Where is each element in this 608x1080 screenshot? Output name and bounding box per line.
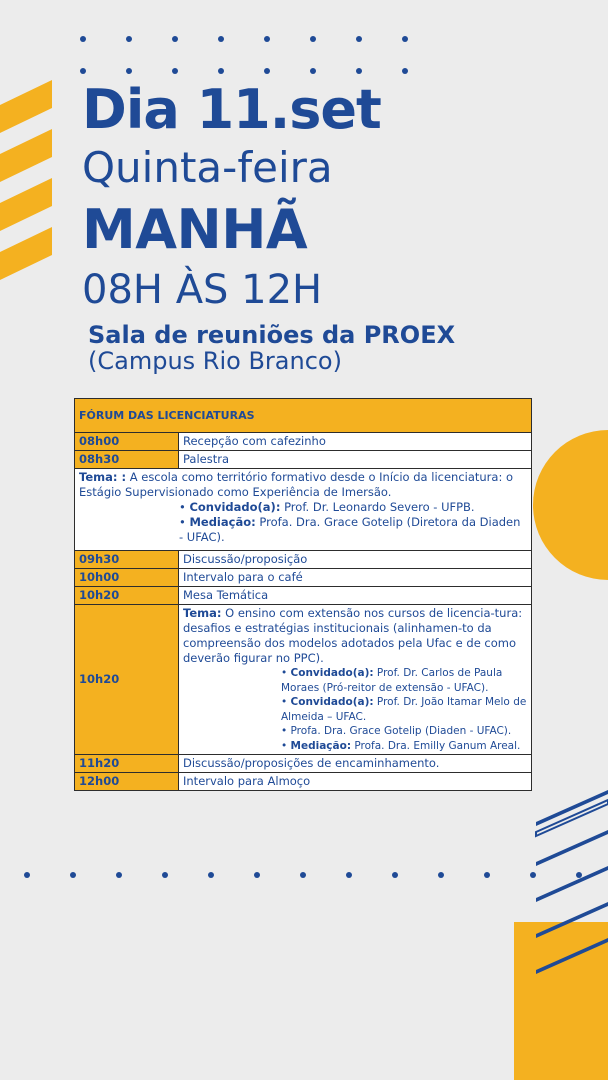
mediator-line: • Mediação: Profa. Dra. Emilly Ganum Areal. <box>281 739 521 752</box>
dot <box>208 872 214 878</box>
guest-line: • Convidado(a): Prof. Dr. Leonardo Severo - UFPB. <box>179 500 475 514</box>
yellow-stripe <box>0 178 52 231</box>
theme-label: Tema: : <box>79 470 127 484</box>
dot <box>80 68 86 74</box>
yellow-stripe <box>0 227 52 280</box>
dot <box>254 872 260 878</box>
dot <box>172 36 178 42</box>
table-row <box>75 451 532 469</box>
weekday-title: Quinta-feira <box>82 143 333 192</box>
theme-cell <box>75 469 532 551</box>
activity-cell: Palestra <box>179 451 532 469</box>
dot <box>310 68 316 74</box>
table-row <box>75 755 532 773</box>
guest-name: Profa. Dra. Grace Gotelip (Diaden - UFAC). <box>290 725 512 737</box>
theme-row <box>75 605 532 755</box>
guest-name: Prof. Dr. João Itamar Melo de Almeida – UFAC. <box>281 696 527 723</box>
dot <box>264 68 270 74</box>
guest-line: • Convidado(a): Prof. Dr. João Itamar Melo de Almeida – UFAC. <box>281 696 527 723</box>
theme-description: A escola como território formativo desde o Início da licenciatura: o Estágio Supervisionado como Experiência de Imersão. <box>79 470 514 499</box>
dot <box>172 68 178 74</box>
table-row <box>75 551 532 569</box>
venue-campus: (Campus Rio Branco) <box>88 347 342 375</box>
theme-description: O ensino com extensão nos cursos de licencia-tura: desafios e estratégias institucionais (alinhamen-to da compreensão dos modelos adotados pela Ufac e de como deverão figurar no PPC). <box>183 606 523 665</box>
dot <box>346 872 352 878</box>
dot <box>310 36 316 42</box>
activity-cell: Intervalo para Almoço <box>179 773 532 791</box>
dot <box>126 36 132 42</box>
period-title: MANHÃ <box>82 198 308 261</box>
guest-label: Convidado(a): <box>290 696 374 708</box>
theme-text <box>79 470 527 500</box>
dot <box>392 872 398 878</box>
dot <box>80 36 86 42</box>
dot <box>576 872 582 878</box>
dot <box>126 68 132 74</box>
dot <box>264 36 270 42</box>
time-cell: 10h20 <box>75 605 179 755</box>
table-row <box>75 569 532 587</box>
guest-label: Convidado(a): <box>189 500 281 514</box>
dot <box>218 68 224 74</box>
dot <box>24 872 30 878</box>
activity-cell: Recepção com cafezinho <box>179 433 532 451</box>
guest-name: Prof. Dr. Leonardo Severo - UFPB. <box>280 500 475 514</box>
mediator-name: Profa. Dra. Emilly Ganum Areal. <box>351 739 521 752</box>
activity-cell: Discussão/proposição <box>179 551 532 569</box>
hours-title: 08H ÀS 12H <box>82 267 323 313</box>
table-row <box>75 433 532 451</box>
dot <box>300 872 306 878</box>
blue-chevron-line <box>536 830 608 866</box>
dot <box>70 872 76 878</box>
schedule-table <box>74 398 532 791</box>
dot <box>116 872 122 878</box>
theme-cell <box>179 605 532 755</box>
yellow-half-circle <box>533 430 608 580</box>
time-cell: 08h30 <box>75 451 179 469</box>
day-title: Dia 11.set <box>82 78 381 141</box>
time-cell: 09h30 <box>75 551 179 569</box>
guest-line: • Profa. Dra. Grace Gotelip (Diaden - UFAC). <box>281 725 512 737</box>
mediator-line: • Mediação: Profa. Dra. Grace Gotelip (Diretora da Diaden - UFAC). <box>179 515 521 544</box>
theme-text <box>183 606 527 666</box>
guest-line: • Convidado(a): Prof. Dr. Carlos de Paula Moraes (Pró-reitor de extensão - UFAC). <box>281 667 503 694</box>
time-cell: 10h20 <box>75 587 179 605</box>
venue-name: Sala de reuniões da PROEX <box>88 321 456 349</box>
time-cell: 12h00 <box>75 773 179 791</box>
table-heading: FÓRUM DAS LICENCIATURAS <box>75 399 532 433</box>
dot <box>484 872 490 878</box>
yellow-stripe <box>0 80 52 133</box>
blue-chevron-line <box>536 866 608 902</box>
activity-cell: Intervalo para o café <box>179 569 532 587</box>
guest-name: Prof. Dr. Carlos de Paula Moraes (Pró-reitor de extensão - UFAC). <box>281 667 503 694</box>
theme-row <box>75 469 532 551</box>
dot <box>218 36 224 42</box>
mediator-name: Profa. Dra. Grace Gotelip (Diretora da Diaden - UFAC). <box>179 515 521 544</box>
table-row <box>75 587 532 605</box>
dot <box>530 872 536 878</box>
table-header-row <box>75 399 532 433</box>
time-cell: 10h00 <box>75 569 179 587</box>
dot <box>402 68 408 74</box>
dot <box>438 872 444 878</box>
guest-label: Convidado(a): <box>290 667 374 679</box>
activity-cell: Mesa Temática <box>179 587 532 605</box>
mediator-label: Mediação: <box>189 515 256 529</box>
activity-cell: Discussão/proposições de encaminhamento. <box>179 755 532 773</box>
time-cell: 08h00 <box>75 433 179 451</box>
dot <box>356 36 362 42</box>
mediator-label: Mediação: <box>290 739 352 752</box>
time-cell: 11h20 <box>75 755 179 773</box>
dot <box>162 872 168 878</box>
yellow-stripe <box>0 129 52 182</box>
theme-label: Tema: <box>183 606 222 620</box>
dot <box>402 36 408 42</box>
table-row <box>75 773 532 791</box>
dot <box>356 68 362 74</box>
